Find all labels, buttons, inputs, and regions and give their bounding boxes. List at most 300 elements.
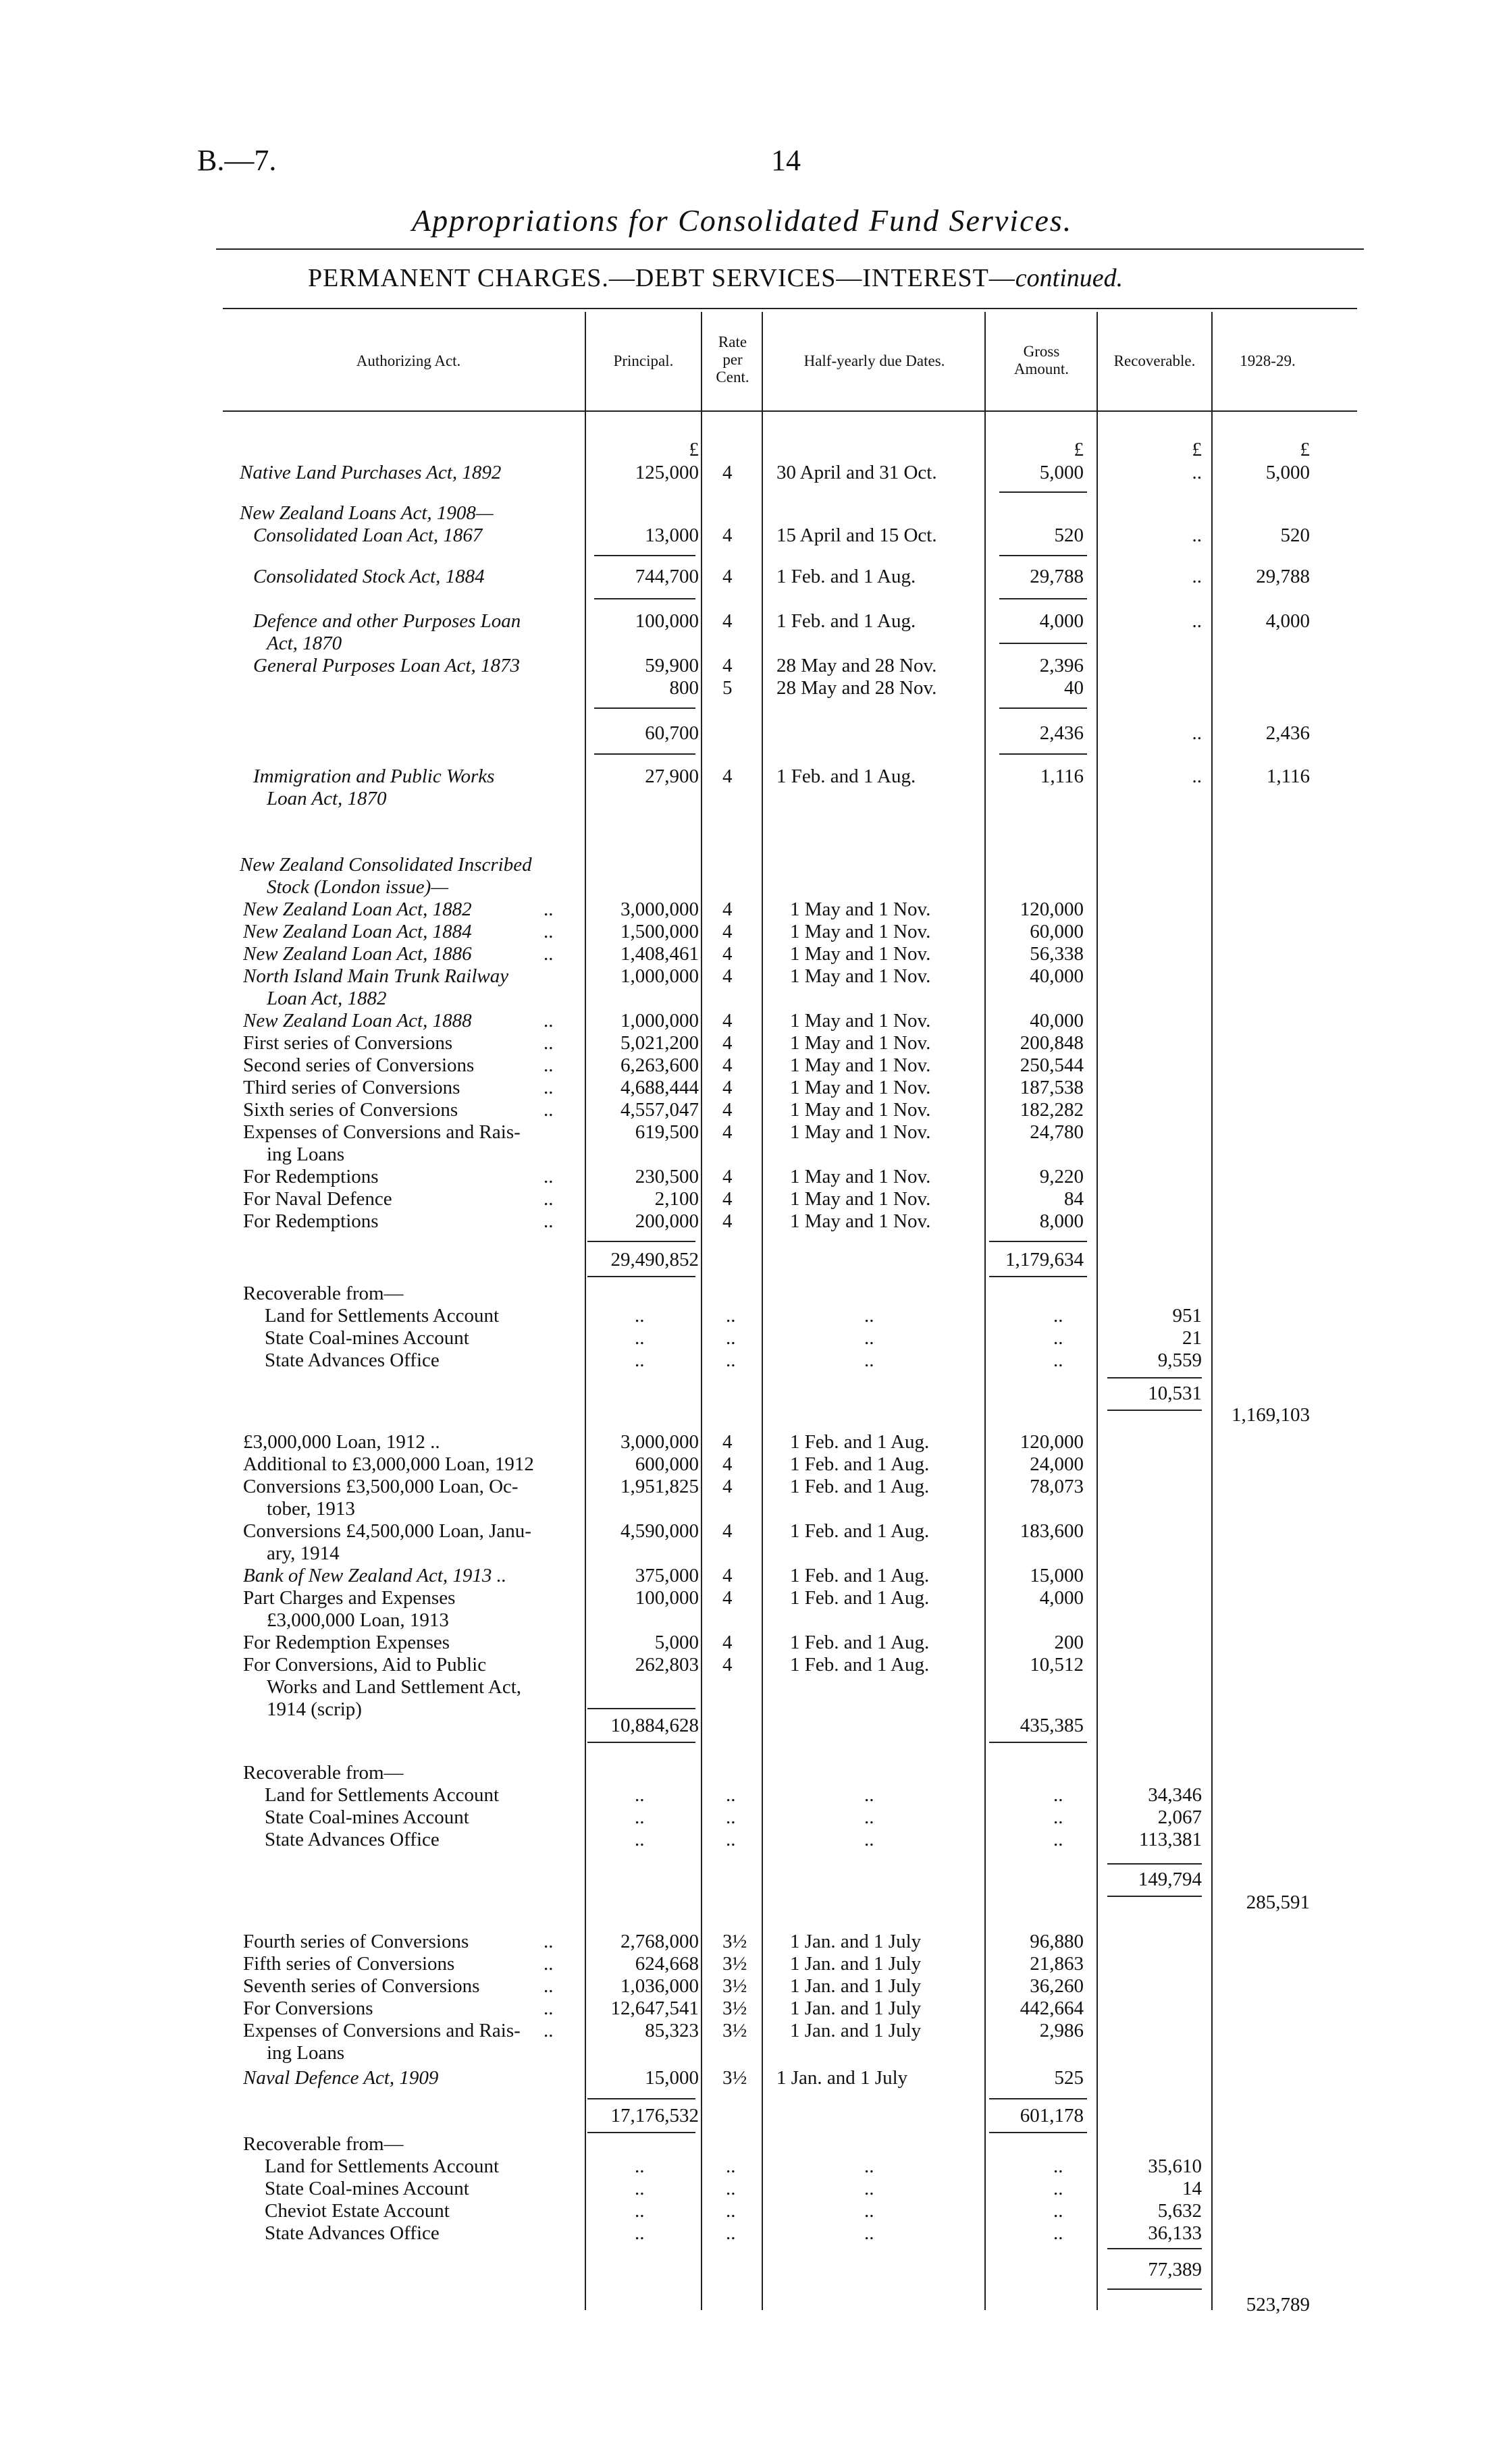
act-name: Third series of Conversions xyxy=(243,1077,460,1098)
underline xyxy=(594,707,695,709)
gross-value: 2,436 xyxy=(1039,722,1084,744)
leader-dots: .. xyxy=(726,1784,736,1806)
recoverable-value: 5,632 xyxy=(1157,2200,1202,2222)
table-row xyxy=(0,1476,1507,1498)
rate-value: 4 xyxy=(722,655,733,676)
underline xyxy=(989,1742,1087,1743)
section-heading xyxy=(0,854,1507,876)
gross-value: 40 xyxy=(1064,677,1084,699)
recoverable-value: .. xyxy=(1192,462,1202,483)
leader-dots: .. xyxy=(635,1784,645,1806)
table-row xyxy=(0,943,1507,965)
table-row xyxy=(0,1453,1507,1476)
leader-dots: .. xyxy=(635,1327,645,1349)
gross-value: 4,000 xyxy=(1039,610,1084,632)
net-row xyxy=(0,1892,1507,1914)
table-row xyxy=(0,899,1507,921)
due-dates: 1 Feb. and 1 Aug. xyxy=(776,566,916,587)
table-row-cont xyxy=(0,1498,1507,1520)
due-dates: 1 Feb. and 1 Aug. xyxy=(776,766,916,787)
due-dates: 1 Jan. and 1 July xyxy=(776,2067,908,2089)
act-name: Fifth series of Conversions xyxy=(243,1953,455,1975)
principal-value: 27,900 xyxy=(645,766,699,787)
table-row xyxy=(0,502,1507,525)
act-name: For Redemptions xyxy=(243,1210,379,1232)
underline xyxy=(587,1276,695,1277)
recoverable-value: 21 xyxy=(1182,1327,1202,1349)
rate-value: 4 xyxy=(722,1654,733,1676)
page-number: 14 xyxy=(771,144,801,177)
recoverable-value: 36,133 xyxy=(1148,2222,1202,2244)
act-name: Expenses of Conversions and Rais- xyxy=(243,1121,521,1143)
act-name: Second series of Conversions xyxy=(243,1054,475,1076)
due-dates: 1 Feb. and 1 Aug. xyxy=(790,1520,930,1542)
table-row xyxy=(0,610,1507,633)
gross-value: 442,664 xyxy=(1020,1998,1084,2019)
leader-dots: .. xyxy=(635,2178,645,2199)
leader-dots: .. xyxy=(864,1829,874,1850)
total-principal: 10,884,628 xyxy=(610,1715,699,1736)
total-row xyxy=(0,1249,1507,1271)
gross-value: 2,986 xyxy=(1039,2020,1084,2041)
rate-value: 4 xyxy=(722,1565,733,1586)
principal-value: 262,803 xyxy=(635,1654,699,1676)
principal-value: 125,000 xyxy=(635,462,699,483)
underline xyxy=(989,1241,1087,1242)
principal-value: 744,700 xyxy=(635,566,699,587)
currency-symbol: £ xyxy=(689,439,699,460)
underline xyxy=(587,2098,695,2099)
gross-value: 182,282 xyxy=(1020,1099,1084,1121)
underline xyxy=(587,1708,695,1709)
recoverable-value: 951 xyxy=(1172,1305,1202,1327)
due-dates: 1 May and 1 Nov. xyxy=(790,921,931,942)
principal-value: 1,951,825 xyxy=(620,1476,699,1497)
rate-header-line: Rate xyxy=(718,333,747,350)
due-dates: 1 Jan. and 1 July xyxy=(790,2020,922,2041)
due-dates: 30 April and 31 Oct. xyxy=(776,462,937,483)
leader-dots: .. xyxy=(864,2155,874,2177)
leader-dots: .. xyxy=(726,2222,736,2244)
due-dates: 1 Jan. and 1 July xyxy=(790,1931,922,1952)
principal-value: 6,263,600 xyxy=(620,1054,699,1076)
table-row-cont xyxy=(0,988,1507,1010)
section-heading-text: New Zealand Consolidated Inscribed xyxy=(240,854,532,876)
underline xyxy=(1107,1377,1202,1378)
act-name: Part Charges and Expenses xyxy=(243,1587,456,1609)
leader-dots: .. xyxy=(864,1349,874,1371)
principal-value: 4,688,444 xyxy=(620,1077,699,1098)
net-value: 1,169,103 xyxy=(1232,1404,1310,1426)
year-value: 29,788 xyxy=(1256,566,1310,587)
leader-dots: .. xyxy=(1053,2178,1063,2199)
underline xyxy=(999,598,1087,599)
table-row xyxy=(0,2020,1507,2042)
table-top-rule xyxy=(223,308,1357,309)
table-row-cont xyxy=(0,1609,1507,1632)
principal-value: 4,557,047 xyxy=(620,1099,699,1121)
rec-total-row xyxy=(0,1383,1507,1405)
act-name: Additional to £3,000,000 Loan, 1912 xyxy=(243,1453,534,1475)
table-row xyxy=(0,2067,1507,2089)
act-name: New Zealand Loan Act, 1888 xyxy=(243,1010,472,1032)
leader-dots: .. xyxy=(726,1305,736,1327)
act-name: Expenses of Conversions and Rais- xyxy=(243,2020,521,2041)
leader-dots: .. xyxy=(864,1327,874,1349)
act-name: Fourth series of Conversions xyxy=(243,1931,469,1952)
principal-value: 60,700 xyxy=(645,722,699,744)
gross-value: 4,000 xyxy=(1039,1587,1084,1609)
due-dates: 1 May and 1 Nov. xyxy=(790,1166,931,1187)
due-dates: 1 May and 1 Nov. xyxy=(790,943,931,965)
gross-value: 40,000 xyxy=(1030,965,1084,987)
col-due-header: Half-yearly due Dates. xyxy=(803,352,945,369)
leader-dots: .. xyxy=(1053,1784,1063,1806)
rate-header-line: per xyxy=(722,351,743,368)
act-name-cont: Works and Land Settlement Act, xyxy=(267,1676,521,1698)
act-name: State Coal-mines Account xyxy=(265,1806,469,1828)
net-row xyxy=(0,1404,1507,1426)
leader-dots: .. xyxy=(544,1975,554,1997)
leader-dots: .. xyxy=(544,2020,554,2041)
section-heading-text: Stock (London issue)— xyxy=(267,876,449,898)
table-row xyxy=(0,766,1507,788)
rate-value: 4 xyxy=(722,1121,733,1143)
act-name-cont: 1914 (scrip) xyxy=(267,1698,362,1720)
leader-dots: .. xyxy=(726,1349,736,1371)
table-row xyxy=(0,788,1507,810)
act-name-cont: Act, 1870 xyxy=(267,633,342,654)
act-name: Land for Settlements Account xyxy=(265,1305,500,1327)
underline xyxy=(587,1742,695,1743)
rate-value: 4 xyxy=(722,610,733,632)
leader-dots: .. xyxy=(1053,1806,1063,1828)
principal-value: 1,500,000 xyxy=(620,921,699,942)
total-row xyxy=(0,2105,1507,2127)
principal-value: 5,021,200 xyxy=(620,1032,699,1054)
act-name: State Coal-mines Account xyxy=(265,1327,469,1349)
act-name: £3,000,000 Loan, 1912 .. xyxy=(243,1431,440,1453)
subtitle-continued: continued. xyxy=(1015,264,1123,292)
due-dates: 1 May and 1 Nov. xyxy=(790,1210,931,1232)
gross-value: 96,880 xyxy=(1030,1931,1084,1952)
leader-dots: .. xyxy=(1053,2200,1063,2222)
rate-value: 4 xyxy=(722,1587,733,1609)
principal-value: 2,100 xyxy=(654,1188,699,1210)
principal-value: 12,647,541 xyxy=(610,1998,699,2019)
due-dates: 1 May and 1 Nov. xyxy=(790,1032,931,1054)
act-name: For Conversions, Aid to Public xyxy=(243,1654,487,1676)
gross-value: 29,788 xyxy=(1030,566,1084,587)
section-subtitle xyxy=(308,263,1123,293)
recoverable-row xyxy=(0,2200,1507,2222)
rate-value: 4 xyxy=(722,1166,733,1187)
page-title: Appropriations for Consolidated Fund Services. xyxy=(412,203,1073,238)
col-recoverable-header: Recoverable. xyxy=(1113,352,1196,369)
due-dates: 28 May and 28 Nov. xyxy=(776,655,937,676)
leader-dots: .. xyxy=(1053,1327,1063,1349)
col-principal-header: Principal. xyxy=(613,352,674,369)
leader-dots: .. xyxy=(635,1305,645,1327)
rate-value: 4 xyxy=(722,1032,733,1054)
leader-dots: .. xyxy=(726,1327,736,1349)
leader-dots: .. xyxy=(544,1032,554,1054)
principal-value: 59,900 xyxy=(645,655,699,676)
due-dates: 1 May and 1 Nov. xyxy=(790,1010,931,1032)
act-name: Conversions £4,500,000 Loan, Janu- xyxy=(243,1520,531,1542)
act-name: First series of Conversions xyxy=(243,1032,453,1054)
recoverable-total: 77,389 xyxy=(1148,2259,1202,2280)
rate-value: 4 xyxy=(722,965,733,987)
leader-dots: .. xyxy=(864,2178,874,2199)
leader-dots: .. xyxy=(544,1166,554,1187)
table-row xyxy=(0,1565,1507,1587)
table-row xyxy=(0,1010,1507,1032)
table-row xyxy=(0,1587,1507,1609)
rate-value: 3½ xyxy=(722,2020,747,2041)
recoverable-value: .. xyxy=(1192,766,1202,787)
principal-value: 4,590,000 xyxy=(620,1520,699,1542)
act-name-cont: Loan Act, 1870 xyxy=(267,788,387,809)
gross-value: 56,338 xyxy=(1030,943,1084,965)
act-name: For Redemption Expenses xyxy=(243,1632,450,1653)
rate-value: 4 xyxy=(722,943,733,965)
rate-value: 4 xyxy=(722,1077,733,1098)
rate-value: 4 xyxy=(722,899,733,920)
rate-value: 4 xyxy=(722,766,733,787)
gross-value: 24,780 xyxy=(1030,1121,1084,1143)
due-dates: 1 May and 1 Nov. xyxy=(790,899,931,920)
recoverable-value: .. xyxy=(1192,566,1202,587)
principal-value: 1,408,461 xyxy=(620,943,699,965)
gross-header-line: Gross xyxy=(1023,343,1060,360)
year-value: 1,116 xyxy=(1266,766,1310,787)
act-name-cont: Consolidated Loan Act, 1867 xyxy=(253,525,483,546)
recoverable-row xyxy=(0,1784,1507,1806)
gross-value: 15,000 xyxy=(1030,1565,1084,1586)
due-dates: 1 Feb. and 1 Aug. xyxy=(790,1431,930,1453)
net-value: 523,789 xyxy=(1246,2294,1310,2315)
act-name: Seventh series of Conversions xyxy=(243,1975,480,1997)
act-name: North Island Main Trunk Railway xyxy=(243,965,509,987)
recoverable-row xyxy=(0,1829,1507,1851)
rec-total-row xyxy=(0,2259,1507,2281)
table-row xyxy=(0,1188,1507,1210)
title-rule xyxy=(216,248,1364,250)
principal-value: 13,000 xyxy=(645,525,699,546)
leader-dots: .. xyxy=(544,921,554,942)
leader-dots: .. xyxy=(544,1998,554,2019)
leader-dots: .. xyxy=(1053,1349,1063,1371)
underline xyxy=(594,753,695,755)
rate-value: 5 xyxy=(722,677,733,699)
act-name-cont: ary, 1914 xyxy=(267,1543,340,1564)
principal-value: 15,000 xyxy=(645,2067,699,2089)
recoverable-value: 9,559 xyxy=(1157,1349,1202,1371)
table-row xyxy=(0,1166,1507,1188)
col-rate-header xyxy=(702,333,763,386)
table-row xyxy=(0,1654,1507,1676)
act-name: State Advances Office xyxy=(265,1829,440,1850)
underline xyxy=(587,1241,695,1242)
rate-value: 4 xyxy=(722,1099,733,1121)
total-principal: 17,176,532 xyxy=(610,2105,699,2126)
gross-value: 120,000 xyxy=(1020,1431,1084,1453)
header-bottom-rule xyxy=(223,410,1357,412)
rate-value: 4 xyxy=(722,1431,733,1453)
rate-value: 3½ xyxy=(722,1998,747,2019)
act-name: Land for Settlements Account xyxy=(265,2155,500,2177)
recoverable-row xyxy=(0,1349,1507,1372)
leader-dots: .. xyxy=(1053,1829,1063,1850)
due-dates: 1 May and 1 Nov. xyxy=(790,1188,931,1210)
act-name: For Redemptions xyxy=(243,1166,379,1187)
leader-dots: .. xyxy=(635,2155,645,2177)
leader-dots: .. xyxy=(635,1349,645,1371)
section-heading xyxy=(0,876,1507,899)
due-dates: 1 Feb. and 1 Aug. xyxy=(790,1565,930,1586)
gross-value: 84 xyxy=(1064,1188,1084,1210)
leader-dots: .. xyxy=(544,943,554,965)
rate-value: 4 xyxy=(722,1476,733,1497)
table-row xyxy=(0,1998,1507,2020)
principal-value: 619,500 xyxy=(635,1121,699,1143)
year-value: 520 xyxy=(1280,525,1310,546)
rate-value: 3½ xyxy=(722,2067,747,2089)
gross-value: 187,538 xyxy=(1020,1077,1084,1098)
principal-value: 3,000,000 xyxy=(620,1431,699,1453)
recoverable-row xyxy=(0,1806,1507,1829)
year-value: 5,000 xyxy=(1265,462,1310,483)
act-name: Bank of New Zealand Act, 1913 .. xyxy=(243,1565,507,1586)
year-value: 4,000 xyxy=(1265,610,1310,632)
table-row xyxy=(0,1121,1507,1144)
table-row xyxy=(0,1931,1507,1953)
leader-dots: .. xyxy=(544,1210,554,1232)
gross-value: 525 xyxy=(1054,2067,1084,2089)
total-gross: 1,179,634 xyxy=(1005,1249,1084,1270)
table-row xyxy=(0,921,1507,943)
leader-dots: .. xyxy=(864,2200,874,2222)
due-dates: 1 Feb. and 1 Aug. xyxy=(790,1587,930,1609)
total-gross: 435,385 xyxy=(1020,1715,1084,1736)
act-name: Cheviot Estate Account xyxy=(265,2200,450,2222)
act-name: Defence and other Purposes Loan xyxy=(253,610,521,632)
rate-value: 4 xyxy=(722,462,733,483)
leader-dots: .. xyxy=(544,1054,554,1076)
leader-dots: .. xyxy=(635,2222,645,2244)
underline xyxy=(1107,2248,1202,2249)
gross-value: 200 xyxy=(1054,1632,1084,1653)
leader-dots: .. xyxy=(726,2155,736,2177)
leader-dots: .. xyxy=(544,1099,554,1121)
table-row xyxy=(0,1431,1507,1453)
leader-dots: .. xyxy=(544,1010,554,1032)
gross-value: 9,220 xyxy=(1039,1166,1084,1187)
rate-value: 4 xyxy=(722,1520,733,1542)
principal-value: 1,000,000 xyxy=(620,1010,699,1032)
leader-dots: .. xyxy=(864,2222,874,2244)
leader-dots: .. xyxy=(726,1806,736,1828)
leader-dots: .. xyxy=(1053,2222,1063,2244)
underline xyxy=(999,491,1087,493)
gross-value: 120,000 xyxy=(1020,899,1084,920)
rate-header-line: Cent. xyxy=(716,369,749,385)
due-dates: 1 May and 1 Nov. xyxy=(790,965,931,987)
table-row xyxy=(0,633,1507,655)
recoverable-total: 10,531 xyxy=(1148,1383,1202,1404)
act-name: New Zealand Loan Act, 1886 xyxy=(243,943,472,965)
act-name-cont: ing Loans xyxy=(267,2042,345,2064)
recoverable-value: .. xyxy=(1192,722,1202,744)
principal-value: 1,036,000 xyxy=(620,1975,699,1997)
recoverable-row xyxy=(0,1327,1507,1349)
principal-value: 2,768,000 xyxy=(620,1931,699,1952)
gross-value: 250,544 xyxy=(1020,1054,1084,1076)
recoverable-label: Recoverable from— xyxy=(243,1762,404,1784)
principal-value: 800 xyxy=(669,677,699,699)
leader-dots: .. xyxy=(544,1077,554,1098)
due-dates: 1 May and 1 Nov. xyxy=(790,1054,931,1076)
act-name: For Conversions xyxy=(243,1998,373,2019)
underline xyxy=(989,2098,1087,2099)
total-gross: 601,178 xyxy=(1020,2105,1084,2126)
recoverable-value: 113,381 xyxy=(1138,1829,1202,1850)
gross-value: 520 xyxy=(1054,525,1084,546)
act-name: New Zealand Loan Act, 1884 xyxy=(243,921,472,942)
leader-dots: .. xyxy=(726,2178,736,2199)
underline xyxy=(594,555,695,556)
rate-value: 4 xyxy=(722,1453,733,1475)
gross-value: 5,000 xyxy=(1039,462,1084,483)
gross-value: 1,116 xyxy=(1040,766,1084,787)
rate-value: 3½ xyxy=(722,1953,747,1975)
total-row xyxy=(0,1715,1507,1737)
recoverable-heading xyxy=(0,1762,1507,1784)
recoverable-heading xyxy=(0,1283,1507,1305)
act-name-cont: £3,000,000 Loan, 1913 xyxy=(267,1609,449,1631)
act-name: New Zealand Loan Act, 1882 xyxy=(243,899,472,920)
due-dates: 1 Jan. and 1 July xyxy=(790,1975,922,1997)
table-row xyxy=(0,1077,1507,1099)
due-dates: 1 Feb. and 1 Aug. xyxy=(790,1632,930,1653)
act-name-cont: Loan Act, 1882 xyxy=(267,988,387,1009)
gross-value: 200,848 xyxy=(1020,1032,1084,1054)
gross-value: 40,000 xyxy=(1030,1010,1084,1032)
leader-dots: .. xyxy=(864,1806,874,1828)
leader-dots: .. xyxy=(635,1829,645,1850)
principal-value: 200,000 xyxy=(635,1210,699,1232)
recoverable-value: 35,610 xyxy=(1148,2155,1202,2177)
col-act-header: Authorizing Act. xyxy=(356,352,461,369)
table-row xyxy=(0,1632,1507,1654)
year-value: 2,436 xyxy=(1265,722,1310,744)
principal-value: 3,000,000 xyxy=(620,899,699,920)
principal-value: 5,000 xyxy=(654,1632,699,1653)
table-row xyxy=(0,525,1507,547)
recoverable-value: 34,346 xyxy=(1148,1784,1202,1806)
act-name: General Purposes Loan Act, 1873 xyxy=(253,655,520,676)
col-year-header: 1928-29. xyxy=(1240,352,1296,369)
gross-value: 2,396 xyxy=(1039,655,1084,676)
gross-value: 8,000 xyxy=(1039,1210,1084,1232)
act-name: Sixth series of Conversions xyxy=(243,1099,458,1121)
due-dates: 1 May and 1 Nov. xyxy=(790,1099,931,1121)
due-dates: 1 Jan. and 1 July xyxy=(790,1953,922,1975)
due-dates: 1 Feb. and 1 Aug. xyxy=(790,1476,930,1497)
leader-dots: .. xyxy=(1053,2155,1063,2177)
act-name: Immigration and Public Works xyxy=(253,766,495,787)
